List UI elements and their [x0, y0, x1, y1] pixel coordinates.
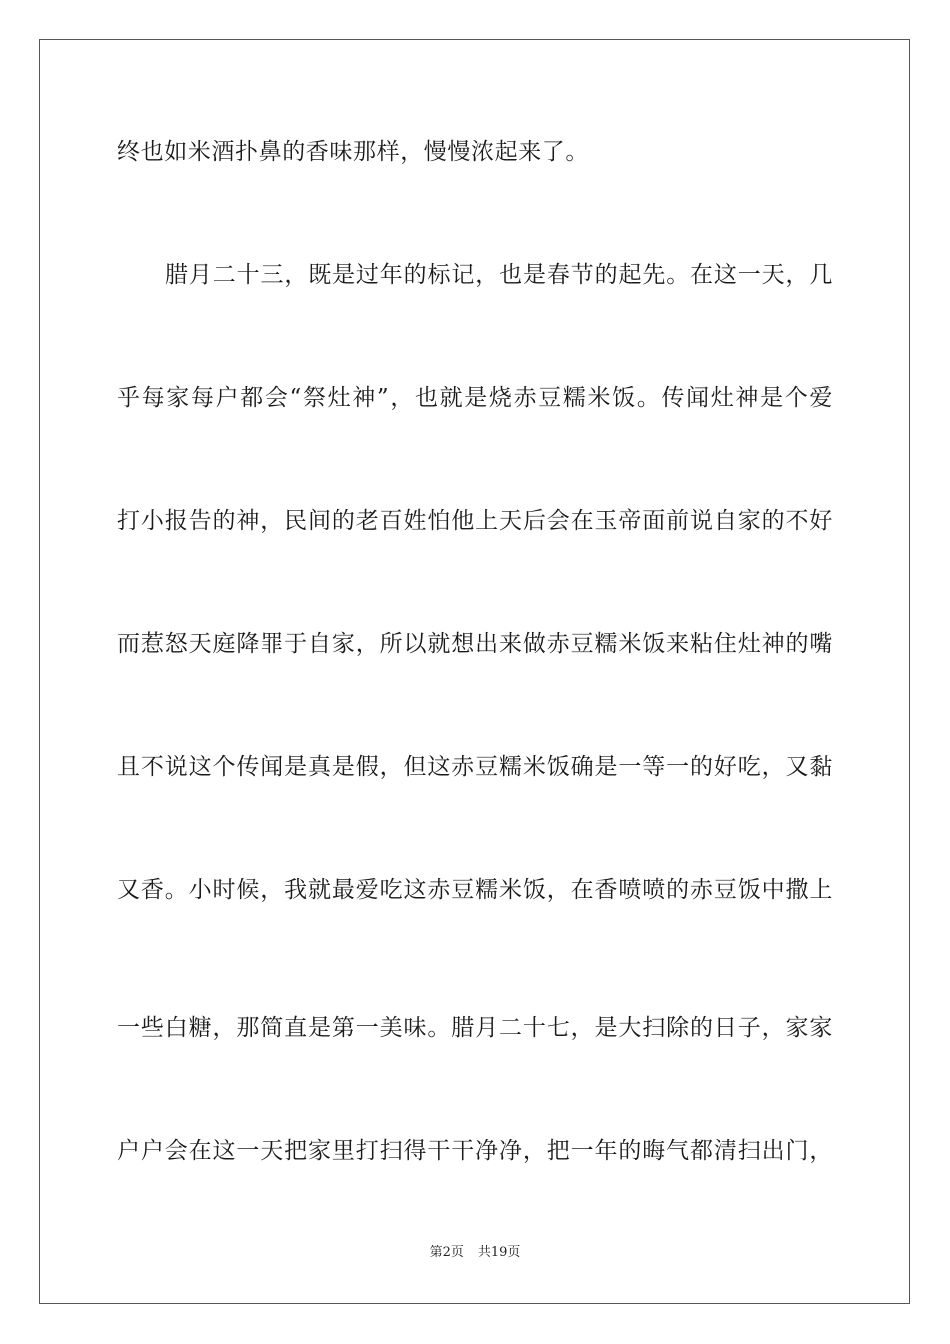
- page-footer: [0, 1244, 950, 1262]
- paragraph-line: 户户会在这一天把家里打扫得干干净净，把一年的晦气都清扫出门，: [117, 1138, 833, 1164]
- page-number: 第2页: [429, 1245, 464, 1260]
- paragraph-line: 而惹怒天庭降罪于自家，所以就想出来做赤豆糯米饭来粘住灶神的嘴: [117, 631, 833, 657]
- paragraph-line: 乎每家每户都会“祭灶神”，也就是烧赤豆糯米饭。传闻灶神是个爱: [117, 385, 833, 411]
- paragraph-line: 腊月二十三，既是过年的标记，也是春节的起先。在这一天，几: [165, 262, 833, 288]
- paragraph-line: 又香。小时候，我就最爱吃这赤豆糯米饭，在香喷喷的赤豆饭中撒上: [117, 877, 833, 903]
- paragraph-line: 一些白糖，那简直是第一美味。腊月二十七，是大扫除的日子，家家: [117, 1015, 833, 1041]
- paragraph-line: 打小报告的神，民间的老百姓怕他上天后会在玉帝面前说自家的不好: [117, 508, 833, 534]
- page-total: 共19页: [477, 1245, 521, 1260]
- page-border: [39, 39, 910, 1304]
- paragraph-line: 终也如米酒扑鼻的香味那样，慢慢浓起来了。: [117, 139, 589, 165]
- paragraph-line: 且不说这个传闻是真是假，但这赤豆糯米饭确是一等一的好吃，又黏: [117, 754, 833, 780]
